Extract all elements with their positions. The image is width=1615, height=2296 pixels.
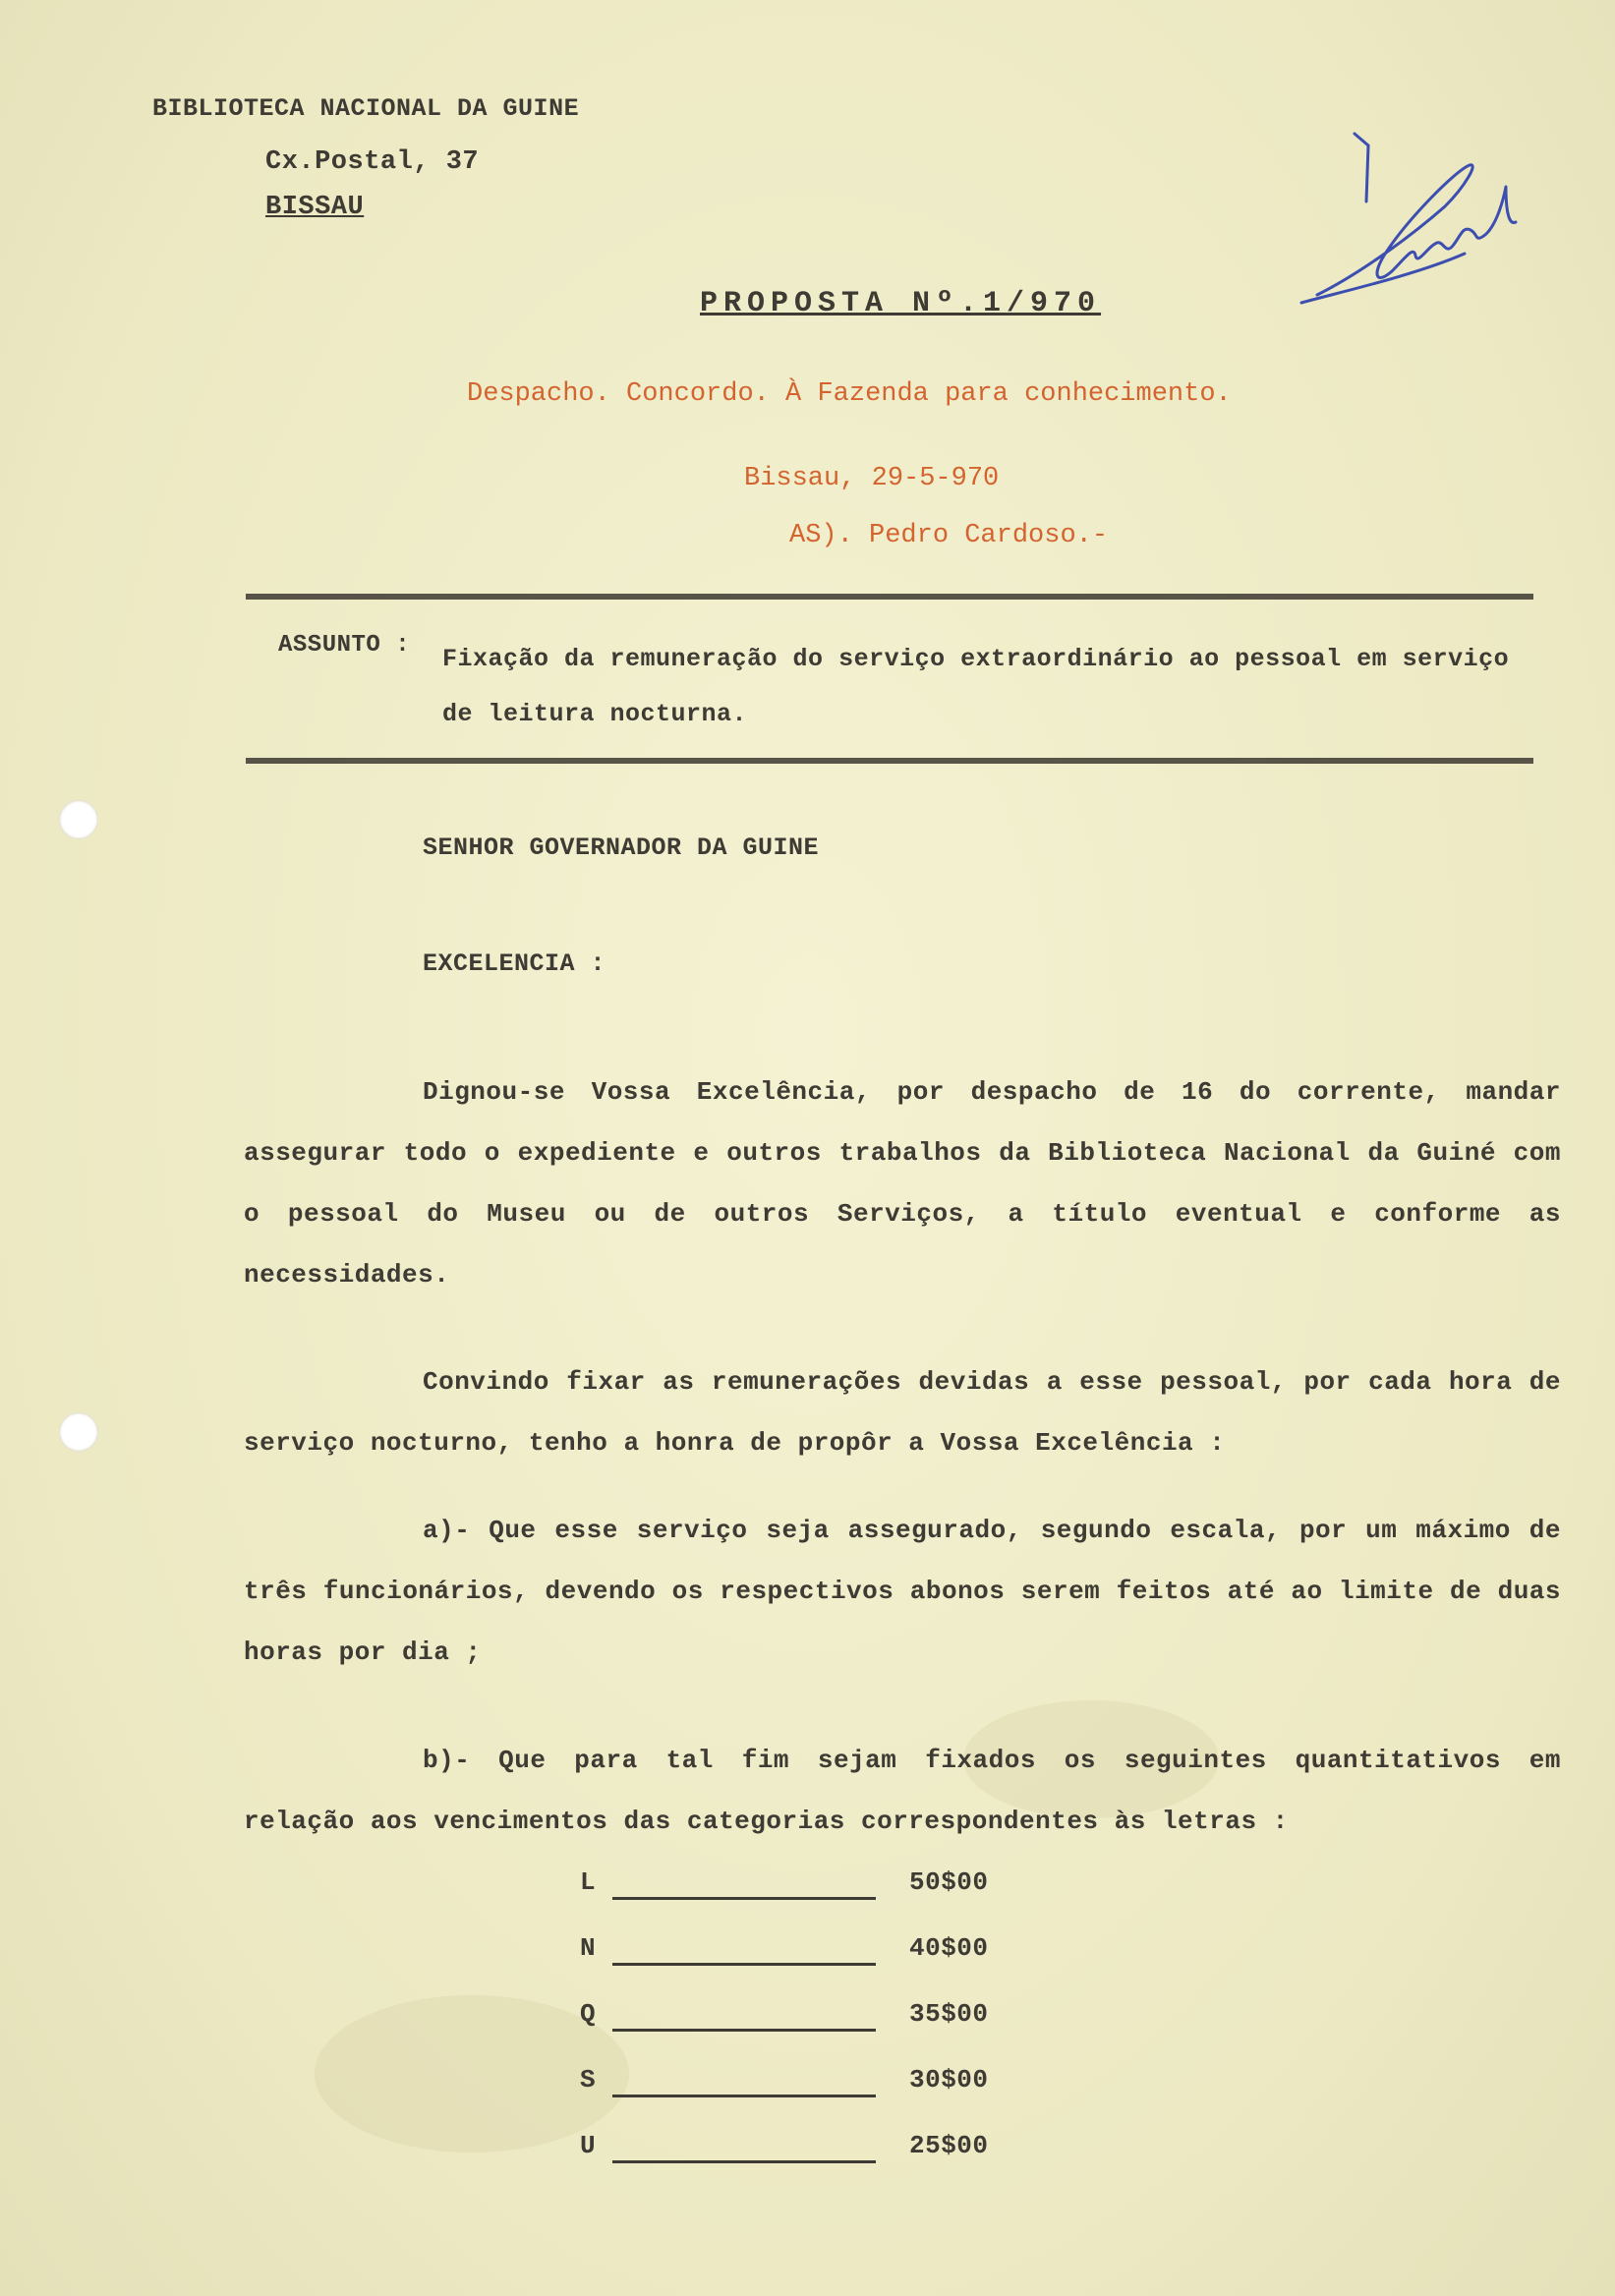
paragraph-item-a: a)- Que esse serviço seja assegurado, segundo escala, por um máximo de três funcionários, devendo os respectivos abonos serem feitos até ao limite de duas horas por dia ; xyxy=(244,1516,1561,1667)
paragraph-proposal: Convindo fixar as remunerações devidas a esse pessoal, por cada hora de serviço nocturno, tenho a honra de propôr a Vossa Excelência : xyxy=(244,1367,1561,1458)
punch-hole xyxy=(59,800,98,839)
rate-leader-line xyxy=(612,2029,876,2032)
rate-value: 25$00 xyxy=(909,2131,989,2160)
header-city: BISSAU xyxy=(265,193,365,222)
handwritten-signature xyxy=(1298,128,1524,315)
header-postal-box: Cx.Postal, 37 xyxy=(265,147,480,177)
rate-letter: N xyxy=(580,1933,597,1963)
rate-leader-line xyxy=(612,1897,876,1900)
rate-value: 35$00 xyxy=(909,1999,989,2029)
rate-leader-line xyxy=(612,1963,876,1966)
rate-value: 40$00 xyxy=(909,1933,989,1963)
paragraph-item-b: b)- Que para tal fim sejam fixados os seguintes quantitativos em relação aos vencimentos das categorias correspondentes às letras : xyxy=(244,1746,1561,1836)
despacho-line: Despacho. Concordo. À Fazenda para conhecimento. xyxy=(467,379,1232,409)
excelencia: EXCELENCIA : xyxy=(423,949,606,978)
rate-leader-line xyxy=(612,2095,876,2097)
punch-hole xyxy=(59,1412,98,1452)
assunto-label: ASSUNTO : xyxy=(278,632,411,659)
document-title: PROPOSTA Nº.1/970 xyxy=(700,287,1102,320)
despacho-date: Bissau, 29-5-970 xyxy=(744,464,1000,493)
paragraph-intro: Dignou-se Vossa Excelência, por despacho de 16 do corrente, mandar assegurar todo o expediente e outros trabalhos da Biblioteca Nacional da Guiné com o pessoal do Museu ou de outros Serviços, a título eventual e conforme as necessidades. xyxy=(244,1077,1561,1290)
rate-letter: Q xyxy=(580,1999,597,2029)
header-organization: BIBLIOTECA NACIONAL DA GUINE xyxy=(152,94,580,123)
salutation: SENHOR GOVERNADOR DA GUINE xyxy=(423,833,820,862)
rate-value: 30$00 xyxy=(909,2065,989,2095)
rate-value: 50$00 xyxy=(909,1867,989,1897)
divider-top xyxy=(246,594,1533,600)
despacho-signatory: AS). Pedro Cardoso.- xyxy=(789,521,1109,550)
rate-letter: U xyxy=(580,2131,597,2160)
assunto-text: Fixação da remuneração do serviço extraordinário ao pessoal em serviço de leitura nocturna. xyxy=(442,645,1510,728)
rate-leader-line xyxy=(612,2160,876,2163)
divider-bottom xyxy=(246,758,1533,764)
rate-letter: S xyxy=(580,2065,597,2095)
rate-letter: L xyxy=(580,1867,597,1897)
